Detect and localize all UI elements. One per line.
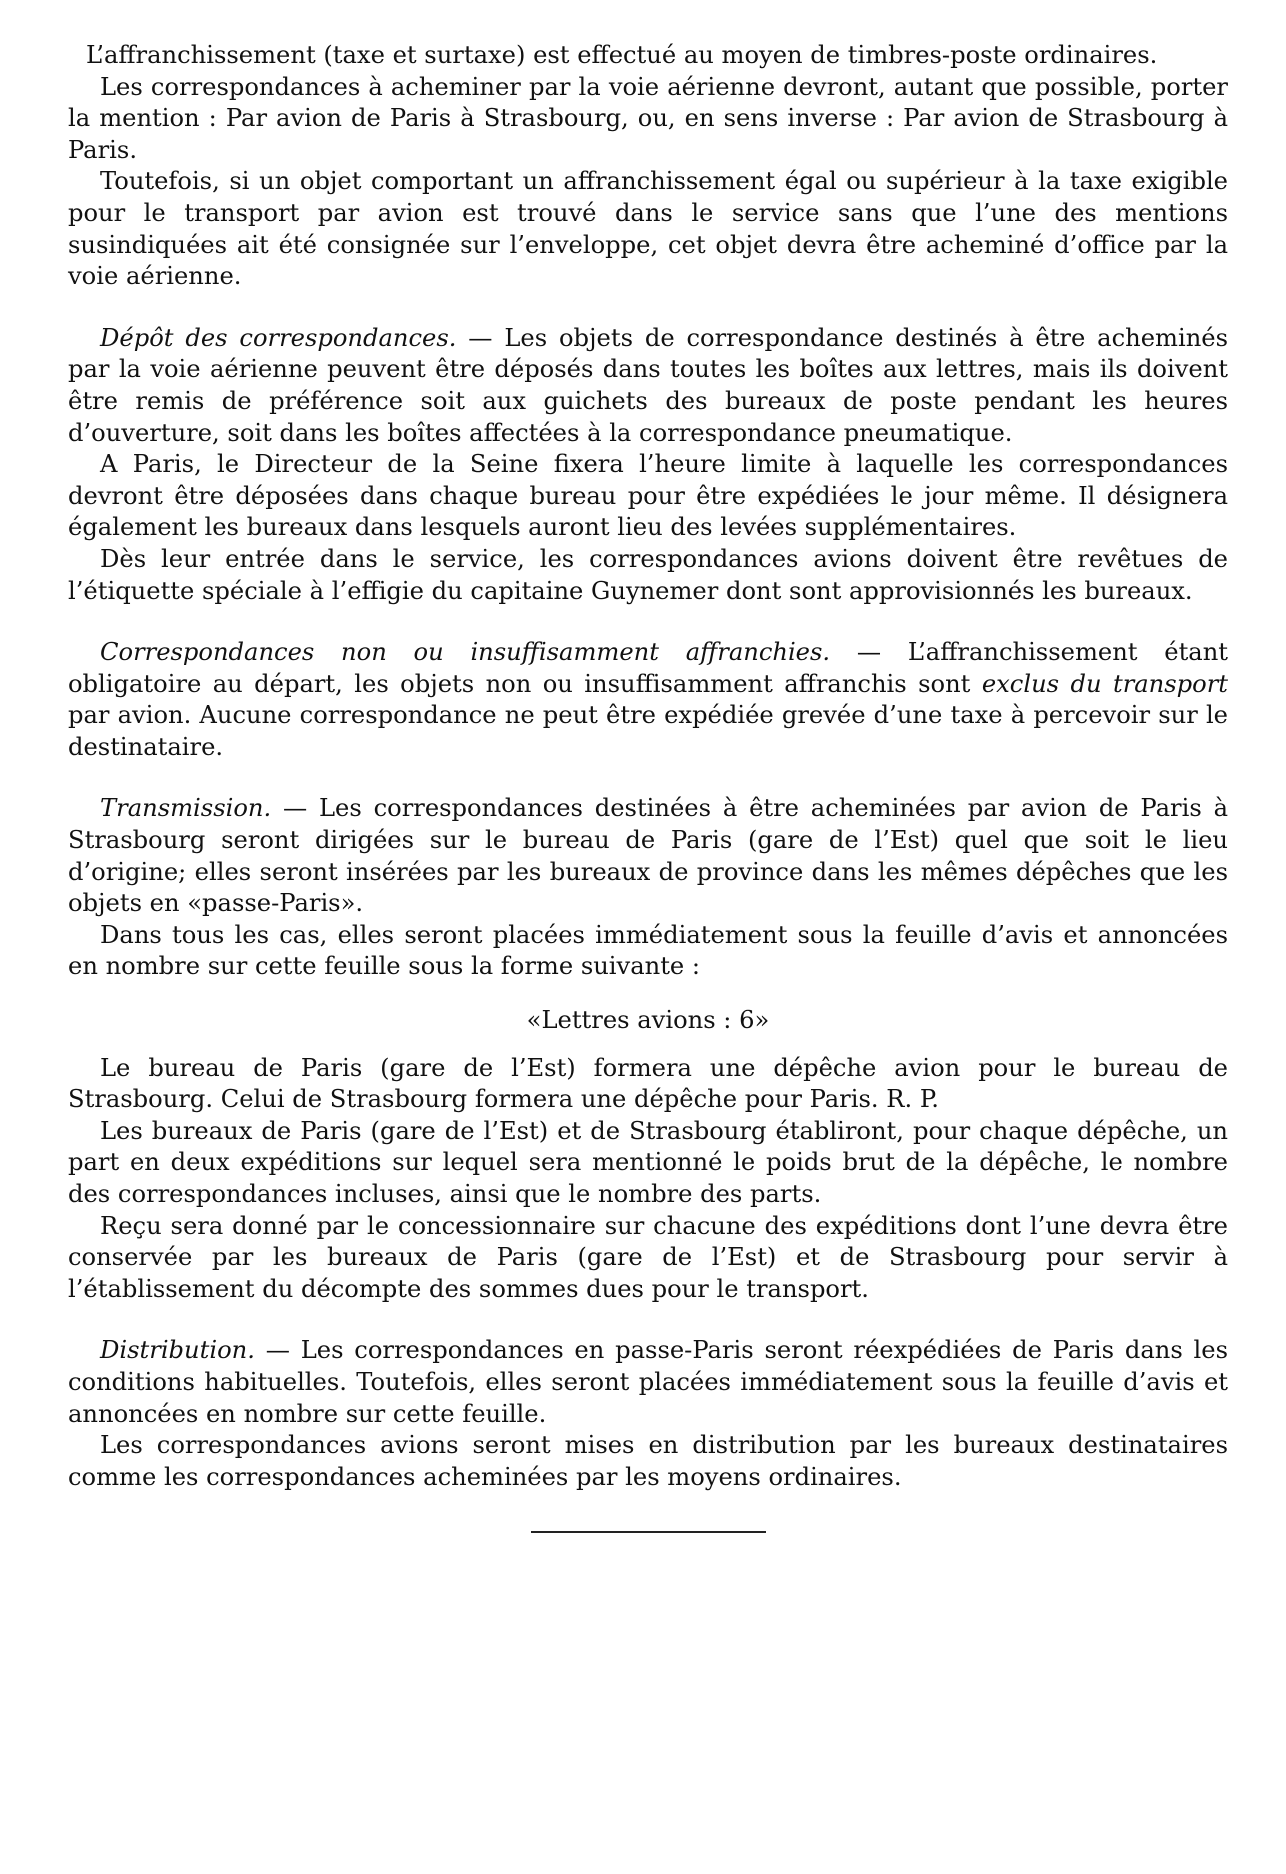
paragraph-dans-tous-les-cas: Dans tous les cas, elles seront placées immédiatement sous la feuille d’avis et annoncées en nombre sur cette feuille sous la forme suivante : [68, 920, 1228, 981]
paragraph-etiquette: Dès leur entrée dans le service, les correspondances avions doivent être revêtues de l’étiquette spéciale à l’effigie du capitaine Guynemer dont sont approvisionnés les bureaux. [68, 544, 1228, 605]
paragraph-transmission-text: — Les correspondances destinées à être acheminées par avion de Paris à Strasbourg seront dirigées sur le bureau de Paris (gare de l’Est) quel que soit le lieu d’origine; elles seront insérées par les bureaux de province dans les mêmes dépêches que les objets en «passe-Paris». [68, 794, 1228, 918]
section-gap [68, 607, 1228, 637]
section-gap [68, 763, 1228, 793]
paragraph-affranchissement: L’affranchissement (taxe et surtaxe) est effectué au moyen de timbres-poste ordinaires. [86, 41, 1158, 69]
paragraph-distribution-text: — Les correspondances en passe-Paris seront réexpédiées de Paris dans les conditions habituelles. Toutefois, elles seront placées immédiatement sous la feuille d’avis et annoncées en nombre sur cette feuille. [68, 1336, 1228, 1428]
section-heading-non-affranchies: Correspondances non ou insuffisamment affranchies. [100, 638, 831, 667]
section-heading-transmission: Transmission. [100, 794, 272, 823]
paragraph-mise-en-distribution: Les correspondances avions seront mises en distribution par les bureaux destinataires comme les correspondances acheminées par les moyens ordinaires. [68, 1431, 1228, 1491]
paragraph-depot [68, 323, 1228, 449]
section-gap [68, 1305, 1228, 1335]
section-heading-distribution: Distribution. [100, 1336, 255, 1365]
document-page [68, 40, 1228, 1533]
paragraph-depot-text: — Les objets de correspondance destinés à être acheminés par la voie aérienne peuvent être déposés dans toutes les boîtes aux lettres, mais ils doivent être remis de préférence soit aux guichets des bureaux de poste pendant les heures d’ouverture, soit dans les boîtes affectées à la correspondance pneumatique. [68, 323, 1228, 447]
paragraph-non-affranchies [68, 637, 1228, 763]
paragraph-mention: Les correspondances à acheminer par la voie aérienne devront, autant que possible, porter la mention : Par avion de Paris à Strasbourg, ou, en sens inverse : Par avion de Strasbourg à Paris. [68, 72, 1228, 164]
paragraph-recu: Reçu sera donné par le concessionnaire sur chacune des expéditions dont l’une devra être conservée par les bureaux de Paris (gare de l’Est) et de Strasbourg pour servir à l’établissement du décompte des sommes dues pour le transport. [68, 1211, 1228, 1303]
paragraph-transmission [68, 793, 1228, 919]
centered-lettres-avions: «Lettres avions : 6» [526, 1006, 770, 1035]
paragraph-non-affranchies-text-a: — L’affranchissement étant obligatoire au départ, les objets non ou insuffisamment affranchis sont [68, 638, 1229, 698]
paragraph-bureaux-etabliront: Les bureaux de Paris (gare de l’Est) et de Strasbourg établiront, pour chaque dépêche, un part en deux expéditions sur lequel sera mentionné le poids brut de la dépêche, le nombre des correspondances incluses, ainsi que le nombre des parts. [68, 1116, 1228, 1208]
paragraph-paris-directeur: A Paris, le Directeur de la Seine fixera l’heure limite à laquelle les correspondances devront être déposées dans chaque bureau pour être expédiées le jour même. Il désignera également les bureaux dans lesquels auront lieu des levées supplémentaires. [68, 450, 1228, 542]
paragraph-non-affranchies-text-b: par avion. Aucune correspondance ne peut être expédiée grevée d’une taxe à percevoir sur le destinataire. [68, 701, 1228, 761]
paragraph-bureau-paris: Le bureau de Paris (gare de l’Est) formera une dépêche avion pour le bureau de Strasbourg. Celui de Strasbourg formera une dépêche pour Paris. R. P. [68, 1053, 1228, 1114]
section-heading-depot: Dépôt des correspondances. [100, 323, 457, 352]
closing-rule [531, 1531, 766, 1533]
paragraph-distribution [68, 1335, 1228, 1430]
italic-exclus-du-transport: exclus du transport [981, 669, 1228, 698]
section-gap [68, 293, 1228, 323]
paragraph-toutefois: Toutefois, si un objet comportant un affranchissement égal ou supérieur à la taxe exigible pour le transport par avion est trouvé dans le service sans que l’une des mentions susindiquées ait été consignée sur l’enveloppe, cet objet devra être acheminé d’office par la voie aérienne. [68, 167, 1228, 291]
